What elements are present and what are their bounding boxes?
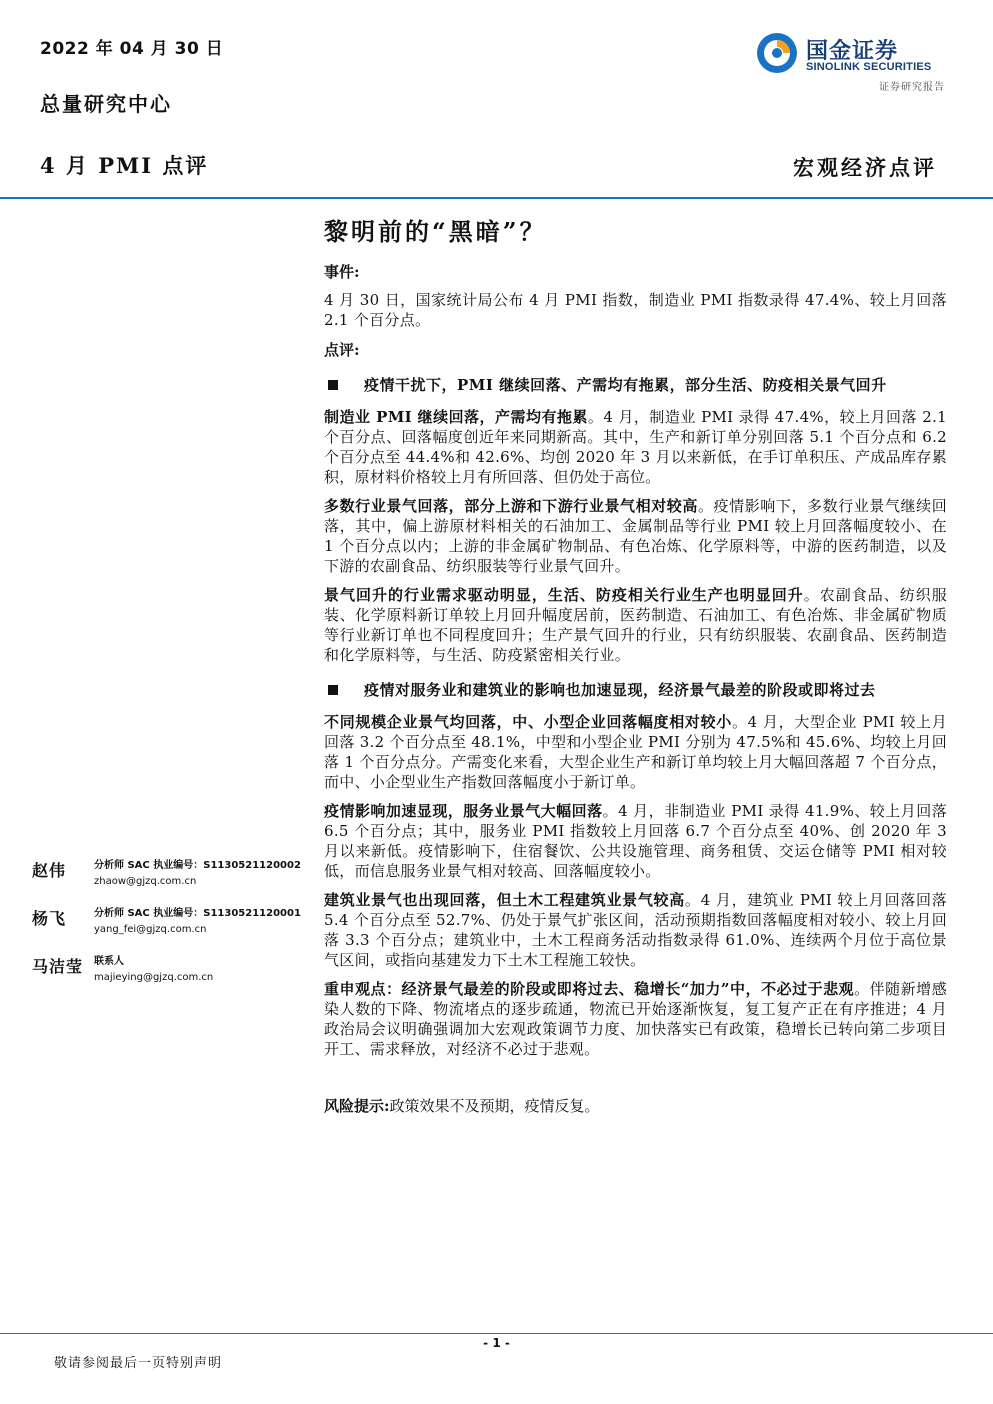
analyst-role: 联系人 [94, 956, 124, 967]
analyst-email[interactable]: zhaow@gjzq.com.cn [94, 876, 197, 887]
paragraph [324, 496, 947, 576]
department-name: 总量研究中心 [40, 92, 172, 116]
paragraph [324, 890, 947, 970]
logo-name-cn: 国金证券 [806, 39, 899, 64]
risk-warning [324, 1095, 947, 1116]
footer-disclaimer: 敬请参阅最后一页特别声明 [54, 1356, 223, 1371]
footer-divider [0, 1333, 993, 1334]
paragraph-lead: 制造业 PMI 继续回落，产需均有拖累 [324, 408, 588, 426]
logo-mark-icon [756, 32, 798, 74]
paragraph-text: 。农副食品、纺织服装、化学原料新订单较上月回升幅度居前，医药制造、石油加工、有色冶炼、非金属矿物质等行业新订单也不同程度回升；生产景气回升的行业，只有纺织服装、农副食品、医药制造和化学原料等，与生活、防疫紧密相关行业。 [324, 586, 947, 664]
section-heading [324, 374, 947, 395]
paragraph-text: 。4 月，大型企业 PMI 较上月回落 3.2 个百分点至 48.1%，中型和小型企业 PMI 分别为 47.5%和 45.6%、均较上月回落 1 个百分点分。产需变化来看，大型企业生产和新订单均较上月大幅回落超 7 个百分点，而中、小企型业生产指数回落幅度小于新订单。 [324, 713, 948, 791]
paragraph-lead: 建筑业景气也出现回落，但土木工程建筑业景气较高 [324, 891, 685, 909]
paragraph-lead: 景气回升的行业需求驱动明显，生活、防疫相关行业生产也明显回升 [324, 586, 804, 604]
square-bullet-icon [328, 685, 338, 695]
analyst-name: 杨飞 [32, 909, 67, 928]
paragraph-lead: 重申观点：经济景气最差的阶段或即将过去、稳增长“加力”中，不必过于悲观 [324, 980, 855, 998]
paragraph-text: 。4 月，制造业 PMI 录得 47.4%，较上月回落 2.1 个百分点、回落幅度创近年来同期新高。其中，生产和新订单分别回落 5.1 个百分点和 6.2 个百分点至 44.4%和 42.6%、均创 2020 年 3 月以来新低，在手订单积压、产成品库存累积，原材料价格较上月有所回落、但仍处于高位。 [324, 408, 948, 486]
paragraph [324, 712, 947, 792]
analyst-name: 赵伟 [32, 861, 67, 880]
paragraph [324, 585, 947, 665]
report-type: 宏观经济点评 [793, 155, 937, 180]
comment-label: 点评: [324, 341, 360, 359]
analyst-entry [32, 954, 302, 986]
analyst-name: 马洁莹 [32, 957, 84, 976]
paragraph [324, 801, 947, 881]
analyst-role: 分析师 SAC 执业编号：S1130521120001 [94, 908, 301, 919]
section-heading-text: 疫情干扰下，PMI 继续回落、产需均有拖累，部分生活、防疫相关景气回升 [364, 376, 887, 394]
analyst-email[interactable]: majieying@gjzq.com.cn [94, 972, 214, 983]
paragraph-text: 。疫情影响下，多数行业景气继续回落，其中，偏上游原材料相关的石油加工、金属制品等行业 PMI 较上月回落幅度较小、在 1 个百分点以内；上游的非金属矿物制品、有色冶炼、化学原料等，中游的医药制造，以及下游的农副食品、纺织服装等行业景气回升。 [324, 497, 947, 575]
report-body [324, 212, 947, 1116]
paragraph-text: 。4 月，非制造业 PMI 录得 41.9%、较上月回落 6.5 个百分点；其中，服务业 PMI 指数较上月回落 6.7 个百分点至 40%、创 2020 年 3 月以来新低。疫情影响下，住宿餐饮、公共设施管理、商务租赁、交运仓储等 PMI 相对较低，而信息服务业景气相对较高、回落幅度较小。 [324, 802, 948, 880]
analyst-email[interactable]: yang_fei@gjzq.com.cn [94, 924, 207, 935]
risk-label: 风险提示: [324, 1097, 390, 1115]
report-subject: 4 月 PMI 点评 [40, 153, 209, 178]
risk-text: 政策效果不及预期，疫情反复。 [389, 1097, 600, 1115]
analyst-entry [32, 906, 302, 938]
analyst-sidebar [32, 858, 302, 1002]
page-number: - 1 - [483, 1336, 510, 1350]
analyst-role: 分析师 SAC 执业编号：S1130521120002 [94, 860, 301, 871]
paragraph-text: 。伴随新增感染人数的下降、物流堵点的逐步疏通，物流已开始逐渐恢复，复工复产正在有序推进；4 月政治局会议明确强调加大宏观政策调节力度、加快落实已有政策，稳增长已转向第二步项目开工、需求释放，对经济不必过于悲观。 [324, 980, 947, 1058]
event-label: 事件: [324, 263, 360, 281]
section-heading-text: 疫情对服务业和建筑业的影响也加速显现，经济景气最差的阶段或即将过去 [364, 681, 876, 699]
company-logo [756, 30, 946, 76]
square-bullet-icon [328, 380, 338, 390]
header-divider [0, 197, 993, 199]
analyst-entry [32, 858, 302, 890]
logo-subtitle: 证券研究报告 [879, 82, 945, 93]
paragraph-lead: 多数行业景气回落，部分上游和下游行业景气相对较高 [324, 497, 698, 515]
paragraph [324, 979, 947, 1059]
paragraph-lead: 不同规模企业景气均回落，中、小型企业回落幅度相对较小 [324, 713, 732, 731]
logo-name-en: SINOLINK SECURITIES [806, 61, 932, 73]
paragraph [324, 407, 947, 487]
report-title: 黎明前的“黑暗”？ [324, 217, 547, 246]
report-date: 2022 年 04 月 30 日 [40, 39, 224, 59]
paragraph-lead: 疫情影响加速显现，服务业景气大幅回落 [324, 802, 603, 820]
paragraph-text: 。4 月，建筑业 PMI 较上月回落回落 5.4 个百分点至 52.7%、仍处于景气扩张区间，活动预期指数回落幅度相对较小、较上月回落 3.3 个百分点；建筑业中，土木工程商务活动指数录得 61.0%、连续两个月位于高位景气区间，或指向基建发力下土木工程施工较快。 [324, 891, 947, 969]
event-text: 4 月 30 日，国家统计局公布 4 月 PMI 指数，制造业 PMI 指数录得 47.4%、较上月回落 2.1 个百分点。 [324, 291, 947, 329]
section-heading [324, 679, 947, 700]
